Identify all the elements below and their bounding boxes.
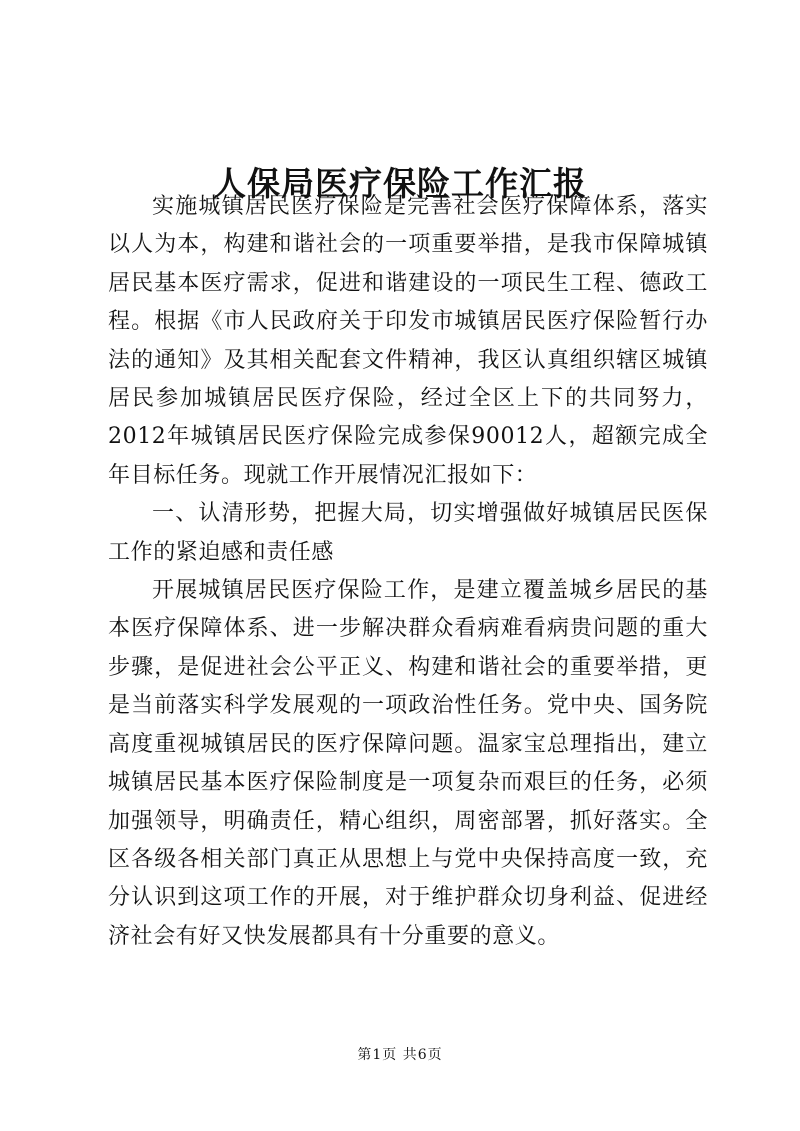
document-title: 人保局医疗保险工作汇报 [213,164,587,204]
paragraph-section-1: 开展城镇居民医疗保险工作，是建立覆盖城乡居民的基本医疗保障体系、进一步解决群众看病难看病贵问题的重大步骤，是促进社会公平正义、构建和谐社会的重要举措，更是当前落实科学发展观的一项政治性任务。党中央、国务院高度重视城镇居民的医疗保障问题。温家宝总理指出，建立城镇居民基本医疗保险制度是一项复杂而艰巨的任务，必须加强领导，明确责任，精心组织，周密部署，抓好落实。全区各级各相关部门真正从思想上与党中央保持高度一致，充分认识到这项工作的开展，对于维护群众切身利益、促进经济社会有好又快发展都具有十分重要的意义。 [108,578,708,949]
section-heading-1: 一、认清形势，把握大局，切实增强做好城镇居民医保工作的紧迫感和责任感 [108,501,708,565]
document-body [108,188,708,956]
paragraph-intro: 实施城镇居民医疗保险是完善社会医疗保障体系，落实以人为本，构建和谐社会的一项重要举措，是我市保障城镇居民基本医疗需求，促进和谐建设的一项民生工程、德政工程。根据《市人民政府关于印发市城镇居民医疗保险暂行办法的通知》及其相关配套文件精神，我区认真组织辖区城镇居民参加城镇居民医疗保险，经过全区上下的共同努力，2012年城镇居民医疗保险完成参保90012人，超额完成全年目标任务。现就工作开展情况汇报如下： [108,194,708,488]
page-footer: 第1页 共6页 [357,1047,443,1063]
